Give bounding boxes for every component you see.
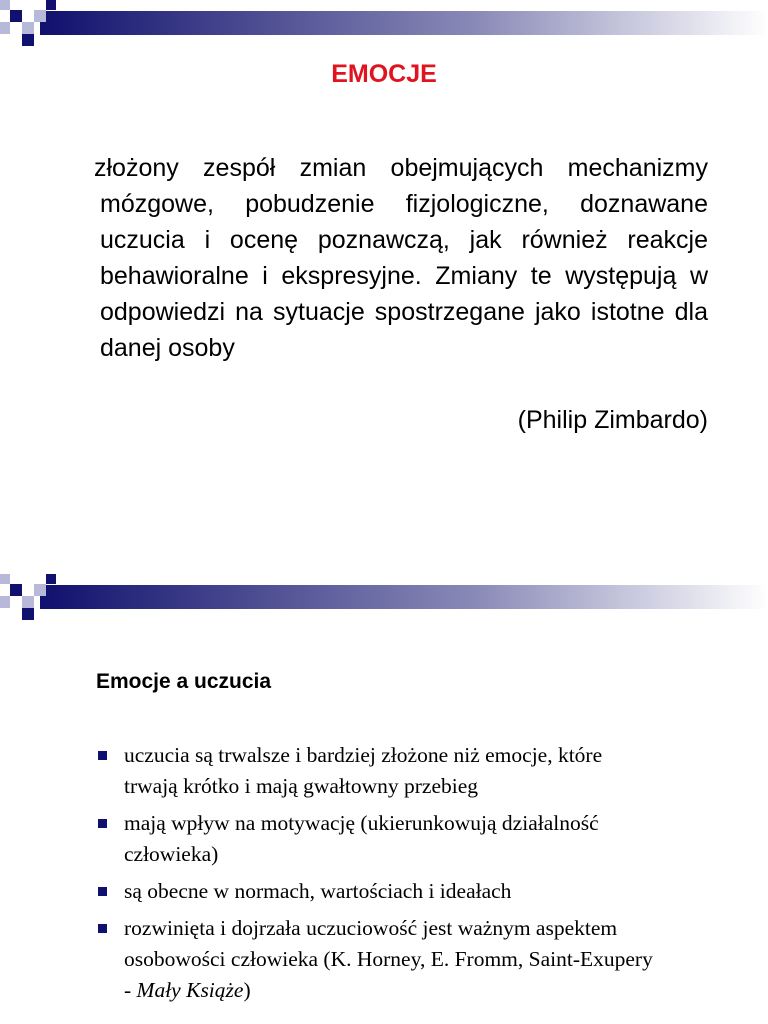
square-bullet-icon: [98, 887, 107, 896]
bullet-text: mają wpływ na motywację (ukierunkowują działalność człowieka): [124, 811, 599, 866]
square-bullet-icon: [98, 819, 107, 828]
bullet-text: rozwinięta i dojrzała uczuciowość jest ważnym aspektem osobowości człowieka (K. Horney, E. Fromm, Saint-Exupery -: [124, 916, 653, 1002]
square-bullet-icon: [98, 924, 107, 933]
definition-text: złożony zespół zmian obejmujących mechanizmy mózgowe, pobudzenie fizjologiczne, doznawane uczucia i ocenę poznawczą, jak również reakcje behawioralne i ekspresyjne. Zmiany te występują w odpowiedzi na sytuacje spostrzegane jako istotne dla danej osoby: [94, 154, 708, 362]
list-item: [96, 876, 656, 907]
bullet-text: są obecne w normach, wartościach i ideałach: [124, 879, 512, 903]
list-item: [96, 740, 656, 802]
list-item: [96, 913, 656, 1006]
header-decoration: [0, 574, 768, 624]
slide-title: EMOCJE: [331, 60, 437, 88]
square-bullet-icon: [98, 751, 107, 760]
book-title: Mały Książe: [136, 978, 244, 1002]
bullet-text-end: ): [243, 978, 251, 1002]
list-item: [96, 808, 656, 870]
header-decoration: [0, 0, 768, 50]
slide-subtitle: Emocje a uczucia: [96, 670, 272, 693]
bullet-list: [96, 740, 656, 1012]
slide-emocje-a-uczucia: [0, 574, 768, 1024]
attribution: (Philip Zimbardo): [517, 406, 708, 434]
bullet-text: uczucia są trwalsze i bardziej złożone niż emocje, które trwają krótko i mają gwałtowny przebieg: [124, 743, 603, 798]
